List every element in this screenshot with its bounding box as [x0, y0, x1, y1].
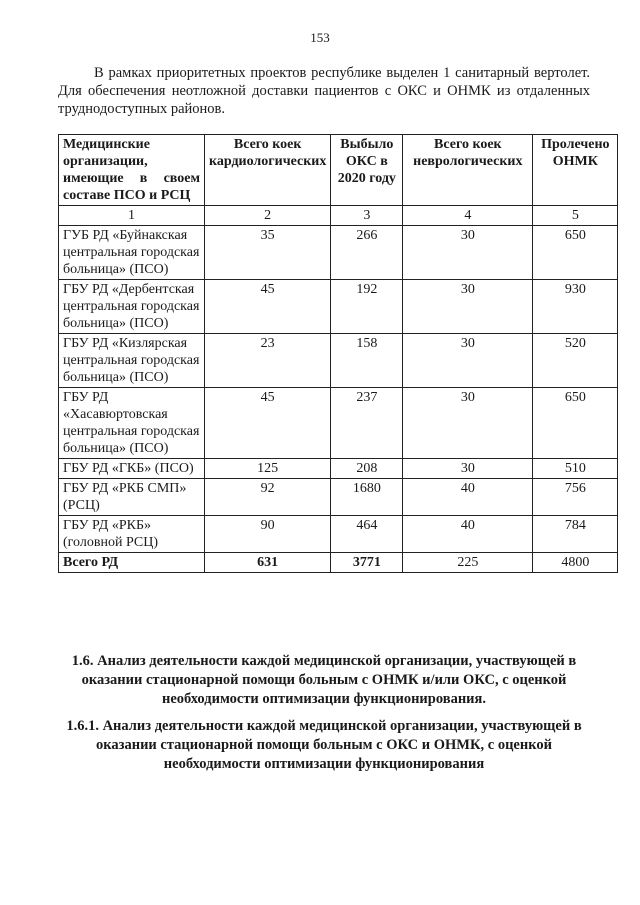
total-row: [59, 553, 618, 573]
neuro-beds-value: 30: [403, 334, 533, 388]
stroke-treated-value: 784: [533, 516, 618, 553]
neuro-beds-value: 40: [403, 516, 533, 553]
acs-discharged-value: 192: [331, 280, 403, 334]
cardio-beds-value: 92: [205, 479, 331, 516]
section-heading-1-6: 1.6. Анализ деятельности каждой медицинской организации, участвующей в оказании стационарной помощи больным с ОНМК и/или ОКС, с оценкой необходимости оптимизации функционирования.: [71, 653, 577, 707]
acs-discharged-value: 158: [331, 334, 403, 388]
org-name: ГБУ РД «РКБ» (головной РСЦ): [59, 516, 205, 553]
table-row: [59, 516, 618, 553]
header-stroke-treated: Пролечено ОНМК: [533, 135, 618, 206]
table-row: [59, 479, 618, 516]
column-number: 1: [59, 206, 205, 226]
table-header-row: [59, 135, 618, 206]
stroke-treated-value: 930: [533, 280, 618, 334]
section-heading-1-6-1: 1.6.1. Анализ деятельности каждой медицинской организации, участвующей в оказании стационарной помощи больным с ОКС и ОНМК, с оценкой необходимости оптимизации функционирования: [66, 718, 582, 772]
org-name: ГБУ РД «Кизлярская центральная городская больница» (ПСО): [59, 334, 205, 388]
org-name: ГБУ РД «Дербентская центральная городская больница» (ПСО): [59, 280, 205, 334]
total-acs-discharged: 3771: [331, 553, 403, 573]
neuro-beds-value: 40: [403, 479, 533, 516]
stroke-treated-value: 650: [533, 226, 618, 280]
column-number: 5: [533, 206, 618, 226]
header-acs-discharged: Выбыло ОКС в 2020 году: [331, 135, 403, 206]
table-row: [59, 226, 618, 280]
cardio-beds-value: 35: [205, 226, 331, 280]
column-number: 2: [205, 206, 331, 226]
header-neuro-beds: Всего коек неврологических: [403, 135, 533, 206]
neuro-beds-value: 30: [403, 226, 533, 280]
acs-discharged-value: 237: [331, 388, 403, 459]
total-cardio-beds: 631: [205, 553, 331, 573]
total-neuro-beds: 225: [403, 553, 533, 573]
total-label: Всего РД: [59, 553, 205, 573]
stroke-treated-value: 510: [533, 459, 618, 479]
header-organizations: Медицинские организации, имеющие в своем составе ПСО и РСЦ: [59, 135, 205, 206]
cardio-beds-value: 125: [205, 459, 331, 479]
acs-discharged-value: 208: [331, 459, 403, 479]
column-number: 3: [331, 206, 403, 226]
cardio-beds-value: 23: [205, 334, 331, 388]
acs-discharged-value: 1680: [331, 479, 403, 516]
stroke-treated-value: 756: [533, 479, 618, 516]
header-cardio-beds: Всего коек кардиологических: [205, 135, 331, 206]
stroke-treated-value: 650: [533, 388, 618, 459]
column-number-row: [59, 206, 618, 226]
total-stroke-treated: 4800: [533, 553, 618, 573]
intro-paragraph: В рамках приоритетных проектов республике выделен 1 санитарный вертолет. Для обеспечения неотложной доставки пациентов с ОКС и ОНМК из отдаленных труднодоступных районов.: [58, 65, 590, 117]
neuro-beds-value: 30: [403, 280, 533, 334]
stroke-treated-value: 520: [533, 334, 618, 388]
table-row: [59, 459, 618, 479]
table-row: [59, 334, 618, 388]
table-row: [59, 280, 618, 334]
table-row: [59, 388, 618, 459]
cardio-beds-value: 45: [205, 280, 331, 334]
page-number: 153: [310, 30, 330, 45]
hospitals-table: [58, 134, 618, 573]
acs-discharged-value: 464: [331, 516, 403, 553]
column-number: 4: [403, 206, 533, 226]
cardio-beds-value: 45: [205, 388, 331, 459]
org-name: ГБУ РД «Хасавюртовская центральная городская больница» (ПСО): [59, 388, 205, 459]
neuro-beds-value: 30: [403, 459, 533, 479]
acs-discharged-value: 266: [331, 226, 403, 280]
org-name: ГБУ РД «РКБ СМП» (РСЦ): [59, 479, 205, 516]
neuro-beds-value: 30: [403, 388, 533, 459]
org-name: ГУБ РД «Буйнакская центральная городская больница» (ПСО): [59, 226, 205, 280]
org-name: ГБУ РД «ГКБ» (ПСО): [59, 459, 205, 479]
cardio-beds-value: 90: [205, 516, 331, 553]
